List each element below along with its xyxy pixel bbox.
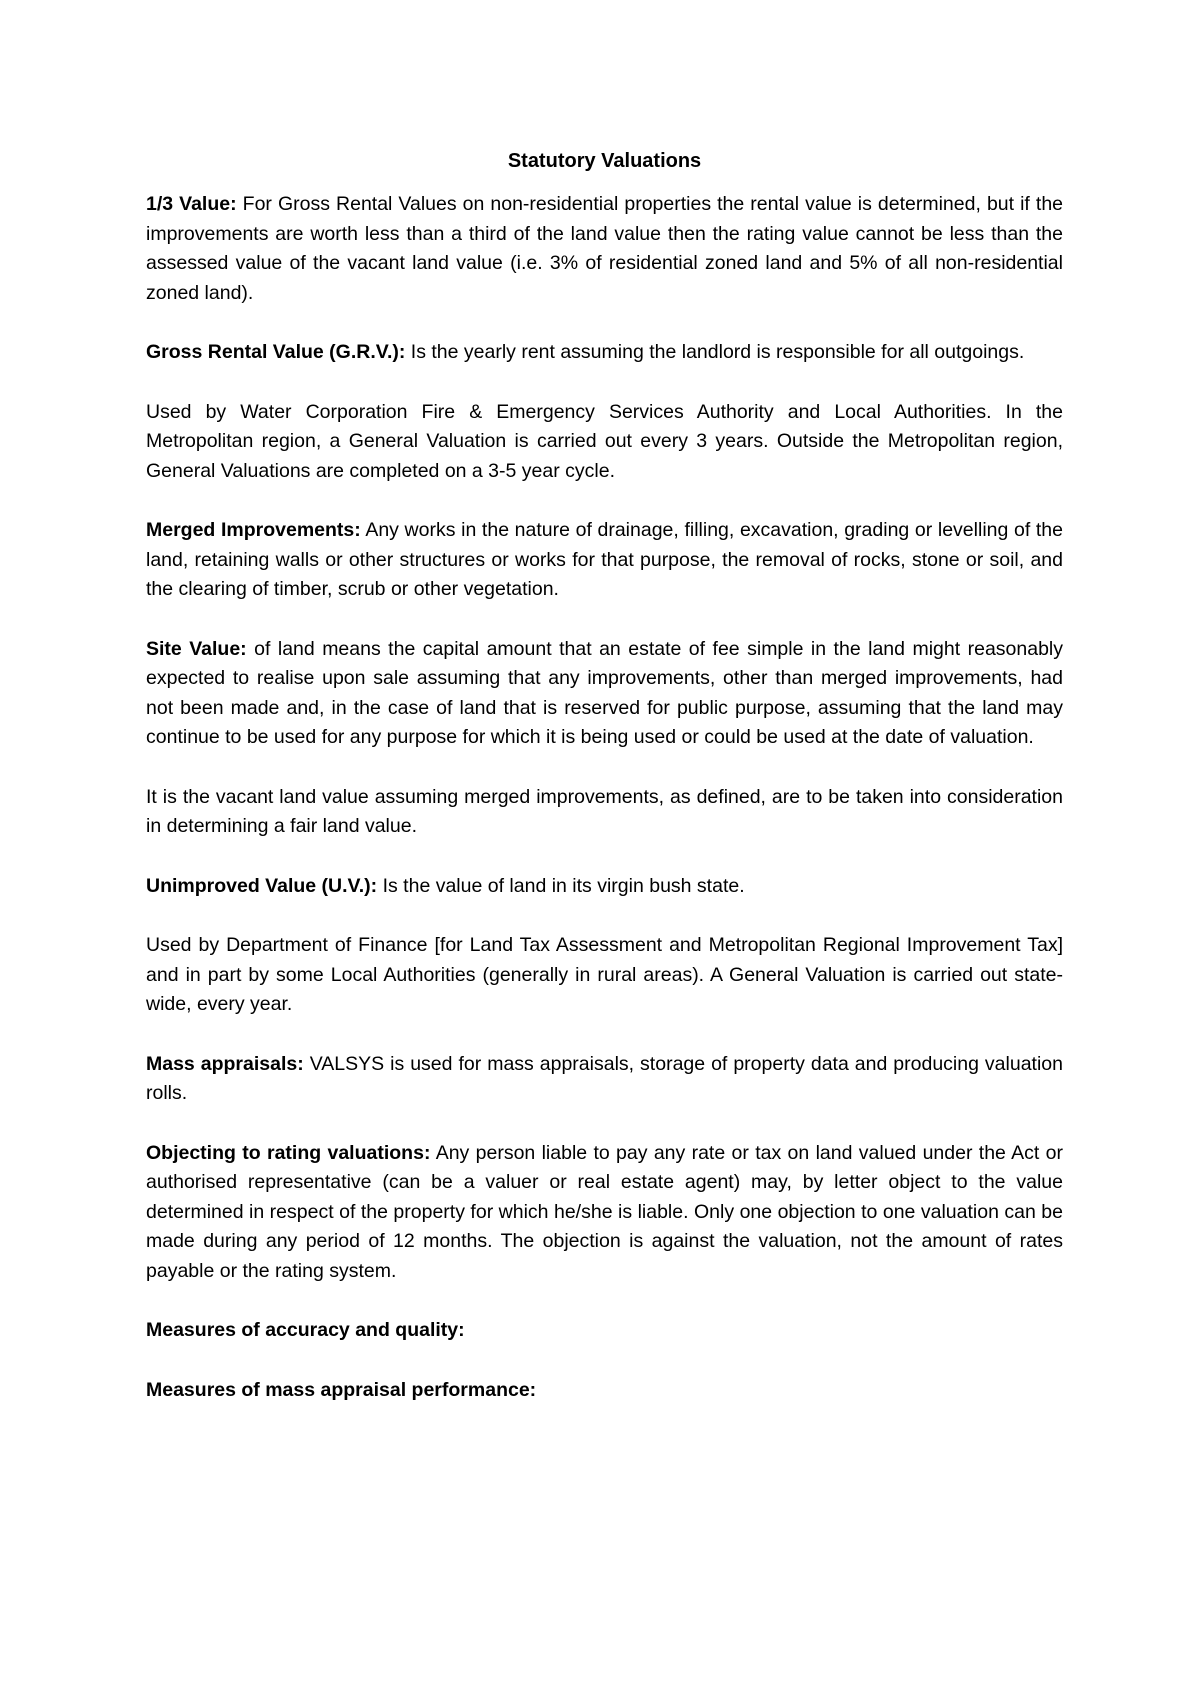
page-title: Statutory Valuations: [507, 150, 702, 172]
paragraph-site-value: [146, 635, 1063, 753]
term-label: Objecting to rating valuations:: [146, 1141, 431, 1164]
term-label: 1/3 Value:: [146, 193, 237, 215]
heading-measures-performance: Measures of mass appraisal performance:: [146, 1378, 537, 1401]
paragraph-text: Is the value of land in its virgin bush state.: [377, 874, 745, 897]
paragraph-unimproved-value: [146, 872, 1063, 902]
paragraph-gross-rental-value: [146, 338, 1063, 368]
paragraph-uv-usage: [146, 931, 1063, 1020]
paragraph-objecting: [146, 1139, 1063, 1287]
paragraph-text: Used by Department of Finance [for Land Tax Assessment and Metropolitan Regional Improvement Tax] and in part by some Local Authorities (generally in rural areas). A General Valuation is carried out state-wide, every year.: [146, 934, 1063, 1015]
paragraph-mass-appraisals: [146, 1050, 1063, 1109]
term-label: Gross Rental Value (G.R.V.):: [146, 341, 406, 363]
document-body: [146, 146, 1063, 1435]
heading-measures-accuracy: Measures of accuracy and quality:: [146, 1319, 465, 1341]
paragraph-text: VALSYS is used for mass appraisals, storage of property data and producing valuation rolls.: [146, 1052, 1063, 1104]
paragraph-vacant-land-value: [146, 783, 1063, 842]
term-label: Mass appraisals:: [146, 1052, 304, 1075]
paragraph-text: For Gross Rental Values on non-residential properties the rental value is determined, but if the improvements are worth less than a third of the land value then the rating value cannot be less than the assessed value of the vacant land value (i.e. 3% of residential zoned land and 5% of all non-residential zoned land).: [146, 193, 1064, 304]
term-label: Merged Improvements:: [146, 519, 361, 541]
paragraph-text: Used by Water Corporation Fire & Emergency Services Authority and Local Authorities. In the Metropolitan region, a General Valuation is carried out every 3 years. Outside the Metropolitan region, General Valuations are completed on a 3-5 year cycle.: [146, 400, 1063, 482]
term-label: Unimproved Value (U.V.):: [146, 874, 378, 897]
paragraph-text: Is the yearly rent assuming the landlord is responsible for all outgoings.: [405, 341, 1025, 363]
term-label: Site Value:: [146, 637, 247, 660]
paragraph-one-third-value: [146, 190, 1063, 308]
paragraph-grv-usage: [146, 398, 1063, 487]
paragraph-text: Any works in the nature of drainage, filling, excavation, grading or levelling of the land, retaining walls or other structures or works for that purpose, the removal of rocks, stone or soil, and the clearing of timber, scrub or other vegetation.: [146, 519, 1063, 600]
paragraph-text: of land means the capital amount that an estate of fee simple in the land might reasonably expected to realise upon sale assuming that any improvements, other than merged improvements, had not been made and, in the case of land that is reserved for public purpose, assuming that the land may continue to be used for any purpose for which it is being used or could be used at the date of valuation.: [146, 637, 1064, 748]
paragraph-merged-improvements: [146, 516, 1063, 605]
paragraph-text: It is the vacant land value assuming merged improvements, as defined, are to be taken into consideration in determining a fair land value.: [146, 785, 1063, 837]
paragraph-text: Any person liable to pay any rate or tax on land valued under the Act or authorised representative (can be a valuer or real estate agent) may, by letter object to the value determined in respect of the property for which he/she is liable. Only one objection to one valuation can be made during any period of 12 months. The objection is against the valuation, not the amount of rates payable or the rating system.: [146, 1141, 1063, 1282]
